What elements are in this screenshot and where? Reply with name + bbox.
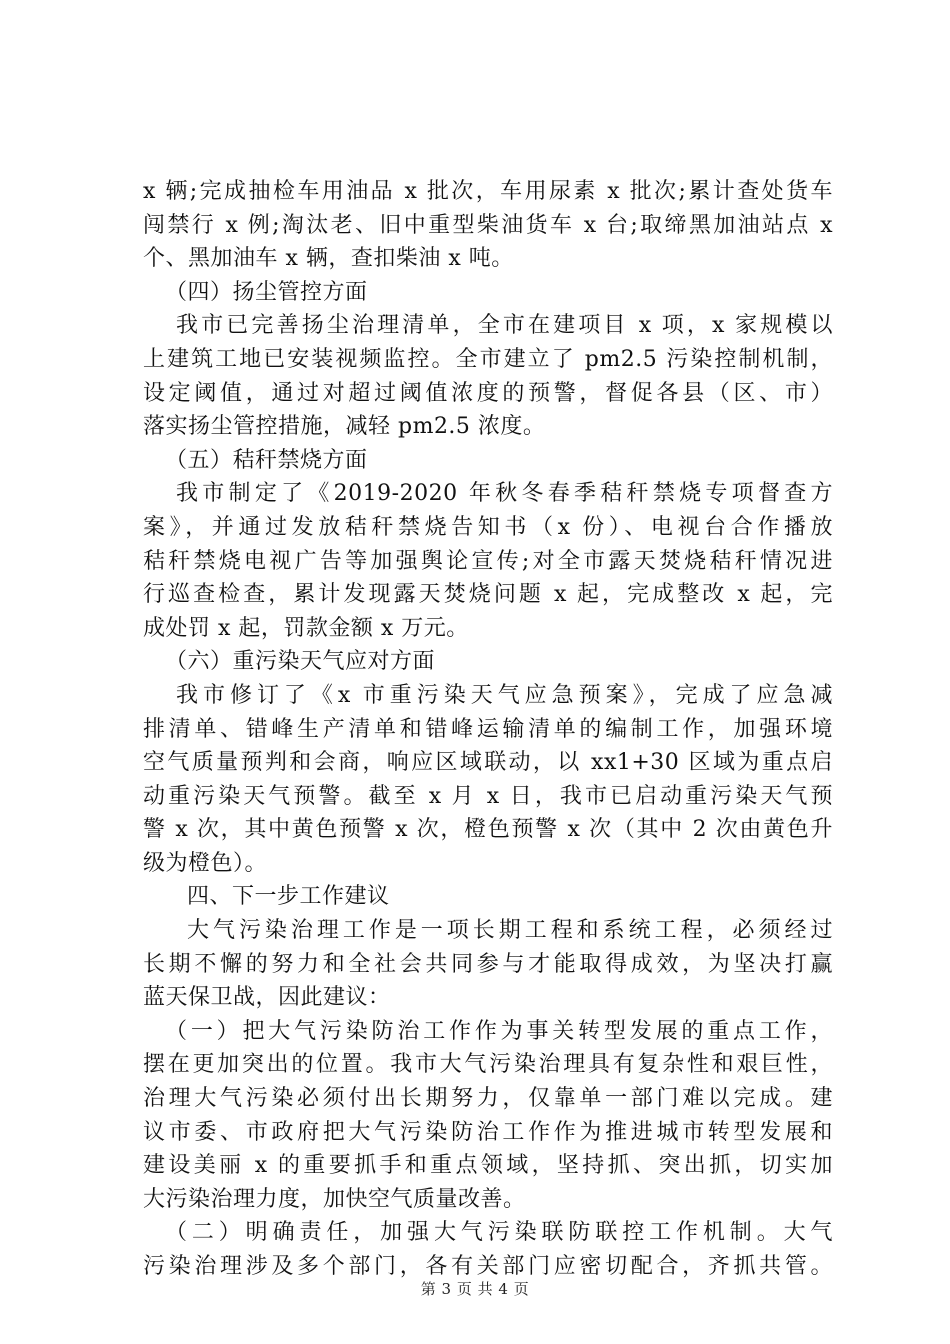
text-line: 级为橙色）。 xyxy=(143,850,268,876)
text-line: 蓝天保卫战，因此建议： xyxy=(143,985,391,1011)
text-line: 议市委、市政府把大气污染防治工作作为推进城市转型发展和 xyxy=(143,1119,833,1145)
text-line: 建设美丽 x 的重要抓手和重点领域，坚持抓、突出抓，切实加 xyxy=(143,1153,833,1179)
document-body xyxy=(143,175,833,1284)
page-number-footer: 第 3 页 共 4 页 xyxy=(420,1280,530,1298)
text-line: 摆在更加突出的位置。我市大气污染治理具有复杂性和艰巨性， xyxy=(143,1052,833,1078)
text-line: 大污染治理力度，加快空气质量改善。 xyxy=(143,1186,526,1212)
text-line: 行巡查检查，累计发现露天焚烧问题 x 起，完成整改 x 起，完 xyxy=(143,582,833,608)
text-line: 案》，并通过发放秸秆禁烧告知书（x 份）、电视台合作播放 xyxy=(143,514,833,540)
text-line: 上建筑工地已安装视频监控。全市建立了 pm2.5 污染控制机制， xyxy=(143,346,833,372)
text-line: 个、黑加油车 x 辆，查扣柴油 x 吨。 xyxy=(143,246,514,272)
text-line: （六）重污染天气应对方面 xyxy=(165,649,436,675)
text-line: 大气污染治理工作是一项长期工程和系统工程，必须经过 xyxy=(187,918,833,944)
text-line: 我市制定了《2019-2020 年秋冬春季秸秆禁烧专项督查方 xyxy=(176,481,833,507)
text-line: 动重污染天气预警。截至 x 月 x 日，我市已启动重污染天气预 xyxy=(143,783,833,809)
text-line: （二）明确责任，加强大气污染联防联控工作机制。大气 xyxy=(165,1220,833,1246)
text-line: 秸秆禁烧电视广告等加强舆论宣传;对全市露天焚烧秸秆情况进 xyxy=(143,548,833,574)
text-line: 排清单、错峰生产清单和错峰运输清单的编制工作，加强环境 xyxy=(143,716,833,742)
text-line: 我市已完善扬尘治理清单，全市在建项目 x 项，x 家规模以 xyxy=(176,313,833,339)
text-line: x 辆;完成抽检车用油品 x 批次，车用尿素 x 批次;累计查处货车 xyxy=(143,179,833,204)
text-line: 四、下一步工作建议 xyxy=(187,884,390,910)
text-line: 污染治理涉及多个部门，各有关部门应密切配合，齐抓共管。 xyxy=(143,1254,833,1279)
text-line: 闯禁行 x 例;淘汰老、旧中重型柴油货车 x 台;取缔黑加油站点 x xyxy=(143,212,833,238)
text-line: 警 x 次，其中黄色预警 x 次，橙色预警 x 次（其中 2 次由黄色升 xyxy=(143,817,833,843)
text-line: 设定阈值，通过对超过阈值浓度的预警，督促各县（区、市） xyxy=(143,380,833,406)
text-line: （五）秸秆禁烧方面 xyxy=(165,447,368,473)
text-line: 成处罚 x 起，罚款金额 x 万元。 xyxy=(143,615,469,641)
text-line: （一）把大气污染防治工作作为事关转型发展的重点工作， xyxy=(165,1018,833,1044)
text-line: 长期不懈的努力和全社会共同参与才能取得成效，为坚决打赢 xyxy=(143,951,833,977)
text-line: 治理大气污染必须付出长期努力，仅靠单一部门难以完成。建 xyxy=(143,1086,833,1112)
text-line: 我市修订了《x 市重污染天气应急预案》，完成了应急减 xyxy=(176,682,833,708)
text-line: （四）扬尘管控方面 xyxy=(165,279,368,305)
text-line: 空气质量预判和会商，响应区域联动，以 xx1+30 区域为重点启 xyxy=(143,750,833,776)
text-line: 落实扬尘管控措施，减轻 pm2.5 浓度。 xyxy=(143,414,546,440)
